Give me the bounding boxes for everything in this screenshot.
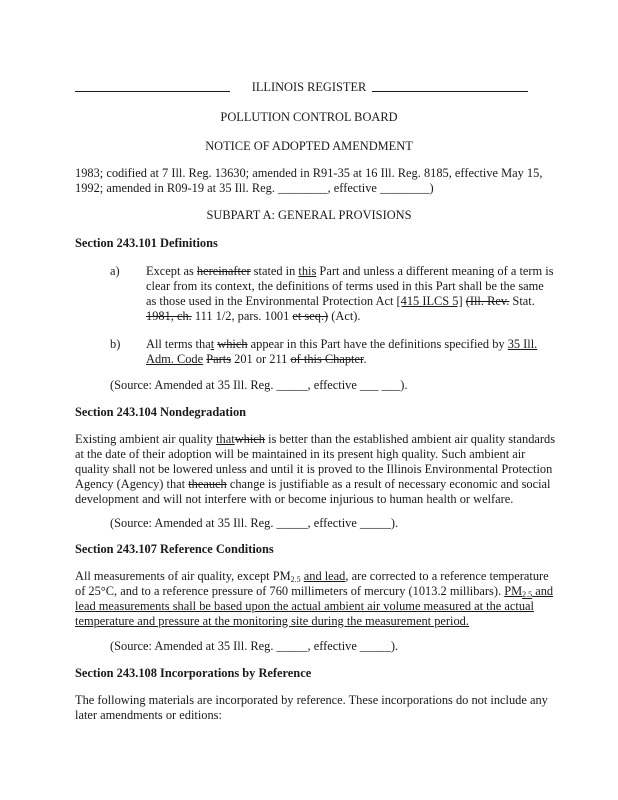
deleted-text: theauch — [188, 477, 227, 491]
register-title: ILLINOIS REGISTER — [251, 80, 367, 94]
section-104-line-3: quality shall not be lowered unless and until it is proved to the Illinois Environmental Protection — [75, 462, 553, 476]
section-107-source: (Source: Amended at 35 Ill. Reg. _____, effective _____). — [110, 639, 399, 653]
deleted-text: 1981, ch. — [146, 309, 192, 323]
history-line-2: 1992; amended in R09-19 at 35 Ill. Reg. ________, effective ________) — [75, 181, 434, 195]
item-b-line-1: All terms that which appear in this Part have the definitions specified by 35 Ill. — [146, 337, 538, 351]
section-107-line-4: temperature and pressure at the monitoring site during the measurement period. — [75, 614, 469, 628]
section-104-line-2: at the date of their adoption will be maintained in its present high quality. Such ambient air — [75, 447, 526, 461]
section-107-line-2: of 25°C, and to a reference pressure of 760 millimeters of mercury (1013.2 millibars). $PM_{2.5}$ and — [75, 584, 554, 599]
item-b-label: b) — [110, 337, 121, 351]
inserted-text: this — [298, 264, 317, 278]
deleted-text: Parts — [206, 352, 232, 366]
section-104-line-5: development and will not interfere with or become injurious to human health or welfare. — [75, 492, 514, 506]
item-a-line-2: clear from its context, the definitions of terms used in this Part shall be the same — [146, 279, 544, 293]
history-line-1: 1983; codified at 7 Ill. Reg. 13630; amended in R91-35 at 16 Ill. Reg. 8185, effective May 15, — [75, 166, 543, 180]
section-107-line-1: All measurements of air quality, except $PM_{2.5}$ and lead, are corrected to a reference temperature — [75, 569, 549, 584]
deleted-text: et seq.) — [292, 309, 329, 323]
deleted-text: which — [234, 432, 265, 446]
section-104-heading: Section 243.104 Nondegradation — [75, 405, 247, 419]
item-a-line-3: as those used in the Environmental Protection Act [415 ILCS 5] (Ill. Rev. Stat. — [146, 294, 535, 308]
inserted-text: Adm. Code — [146, 352, 204, 366]
deleted-text: (Ill. Rev. — [465, 294, 510, 308]
subpart-heading: SUBPART A: GENERAL PROVISIONS — [206, 208, 412, 222]
deleted-text: of this Chapter — [290, 352, 364, 366]
item-a-line-4: 1981, ch. 111 1/2, pars. 1001 et seq.) (Act). — [146, 309, 361, 323]
section-104-source: (Source: Amended at 35 Ill. Reg. _____, effective _____). — [110, 516, 399, 530]
inserted-text: that — [216, 432, 235, 446]
section-101-heading: Section 243.101 Definitions — [75, 236, 218, 250]
inserted-text: 35 Ill. — [507, 337, 538, 351]
inserted-text: and lead — [303, 569, 346, 583]
section-104-line-4: Agency (Agency) that theauch change is justifiable as a result of necessary economic and social — [75, 477, 551, 491]
item-a-line-1: Except as hereinafter stated in this Part and unless a different meaning of a term is — [146, 264, 554, 278]
inserted-text: and — [532, 584, 554, 598]
section-101-source: (Source: Amended at 35 Ill. Reg. _____, effective ___ ___). — [110, 378, 408, 392]
deleted-text: which — [217, 337, 248, 351]
section-107-heading: Section 243.107 Reference Conditions — [75, 542, 274, 556]
section-108-heading: Section 243.108 Incorporations by Reference — [75, 666, 312, 680]
notice-title: NOTICE OF ADOPTED AMENDMENT — [205, 139, 413, 153]
deleted-text: hereinafter — [196, 264, 251, 278]
item-a-label: a) — [110, 264, 120, 278]
inserted-text: [415 ILCS 5] — [396, 294, 463, 308]
section-108-line-1: The following materials are incorporated by reference. These incorporations do not include any — [75, 693, 548, 707]
section-107-line-3: lead measurements shall be based upon the actual ambient air volume measured at the actual — [75, 599, 534, 613]
section-108-line-2: later amendments or editions: — [75, 708, 222, 722]
inserted-text: t — [210, 337, 215, 351]
section-104-line-1: Existing ambient air quality thatwhich is better than the established ambient air quality standards — [75, 432, 556, 446]
board-title: POLLUTION CONTROL BOARD — [220, 110, 398, 124]
inserted-text: PM — [504, 584, 523, 598]
header-rule-right — [372, 91, 528, 92]
item-b-line-2: Adm. Code Parts 201 or 211 of this Chapter. — [146, 352, 367, 366]
